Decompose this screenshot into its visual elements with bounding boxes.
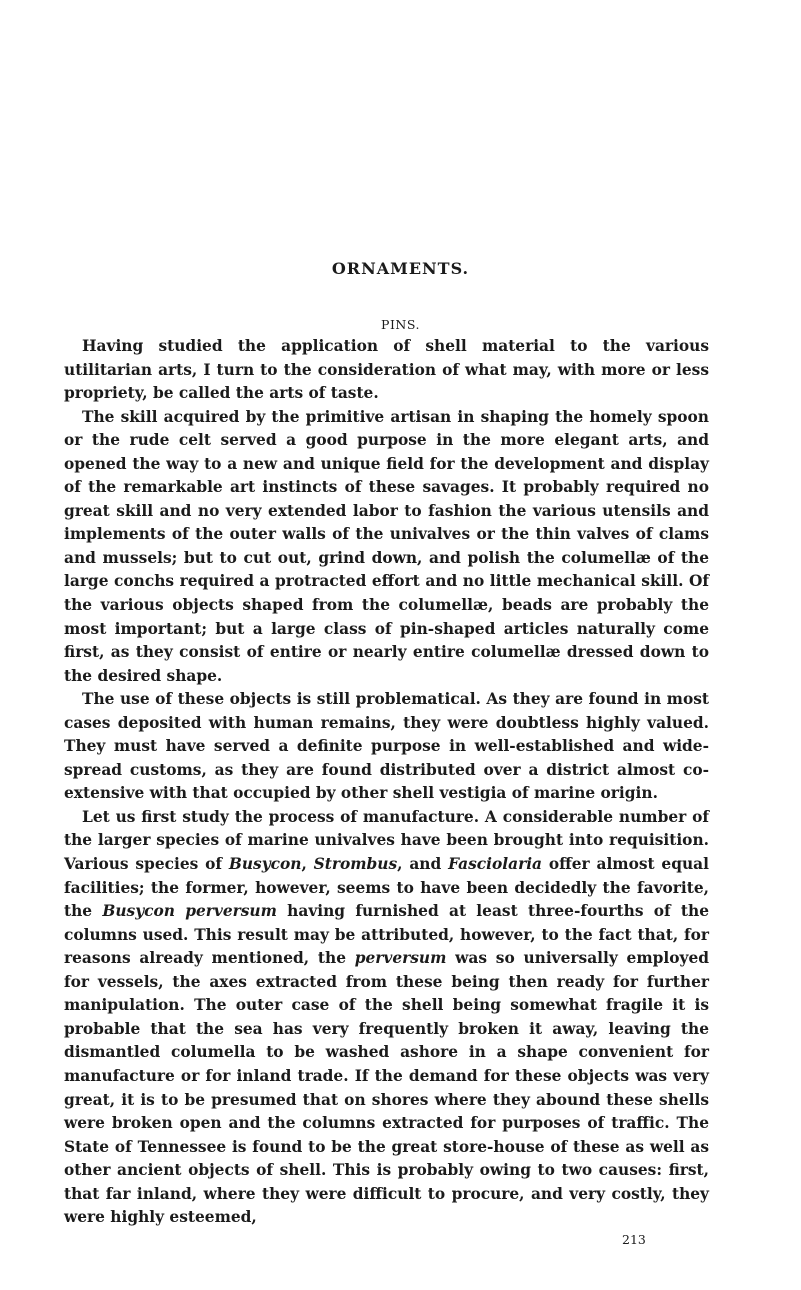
paragraph-text: having furnished at least three-fourths of the columns used. This result may be attributed, however, to the fact that, for reasons already mentioned, the — [64, 902, 709, 968]
species-name: Busycon — [228, 855, 302, 874]
body-text — [64, 335, 709, 1230]
paragraph-text: , and — [397, 855, 449, 874]
species-name: Busycon perversum — [102, 902, 277, 921]
species-name: Strombus — [313, 855, 398, 874]
paragraph-text: was so universally employed for vessels, the axes extracted from these being then ready for further manipulation. The outer case of the shell being somewhat fragile it is probable that the sea has very frequently broken it away, leaving the dismantled columella to be washed ashore in a shape convenient for manufacture or for inland trade. If the demand for these objects was very great, it is to be presumed that on shores where they abound these shells were broken open and the columns extracted for purposes of traffic. The State of Tennessee is found to be the great store-house of these as well as other ancient objects of shell. This is probably owing to two causes: first, that far inland, where they were difficult to procure, and very costly, they were highly esteemed, — [64, 949, 709, 1227]
paragraph: The skill acquired by the primitive artisan in shaping the homely spoon or the rude celt served a good purpose in the more elegant arts, and opened the way to a new and unique field for the development and display of the remarkable art instincts of these savages. It probably required no great skill and no very extended labor to fashion the various utensils and implements of the outer walls of the univalves or the thin valves of clams and mussels; but to cut out, grind down, and polish the columellæ of the large conchs required a protracted effort and no little mechanical skill. Of the various objects shaped from the columellæ, beads are probably the most important; but a large class of pin-shaped articles naturally come first, as they consist of entire or nearly entire columellæ dressed down to the desired shape. — [64, 407, 709, 685]
paragraph — [64, 806, 709, 1230]
chapter-title: ORNAMENTS. — [331, 259, 470, 278]
paragraph-text: , — [301, 855, 314, 874]
section-title: PINS. — [381, 317, 420, 332]
paragraph: The use of these objects is still problematical. As they are found in most cases deposited with human remains, they were doubtless highly valued. They must have served a definite purpose in well-established and wide-spread customs, as they are found distributed over a district almost co-extensive with that occupied by other shell vestigia of marine origin. — [64, 690, 709, 803]
page-number: 213 — [622, 1232, 646, 1247]
paragraph-text: offer almost equal facilities; the former, however, seems to have been decidedly the favorite, the — [64, 855, 709, 921]
paragraph-text: Let us first study the process of manufacture. A considerable number of the larger species of marine univalves have been brought into requisition. Various species of — [64, 807, 709, 874]
species-name: Fasciolaria — [448, 855, 543, 874]
paragraph: Having studied the application of shell material to the various utilitarian arts, I turn to the consideration of what may, with more or less propriety, be called the arts of taste. — [64, 337, 709, 403]
species-name: perversum — [354, 949, 447, 968]
